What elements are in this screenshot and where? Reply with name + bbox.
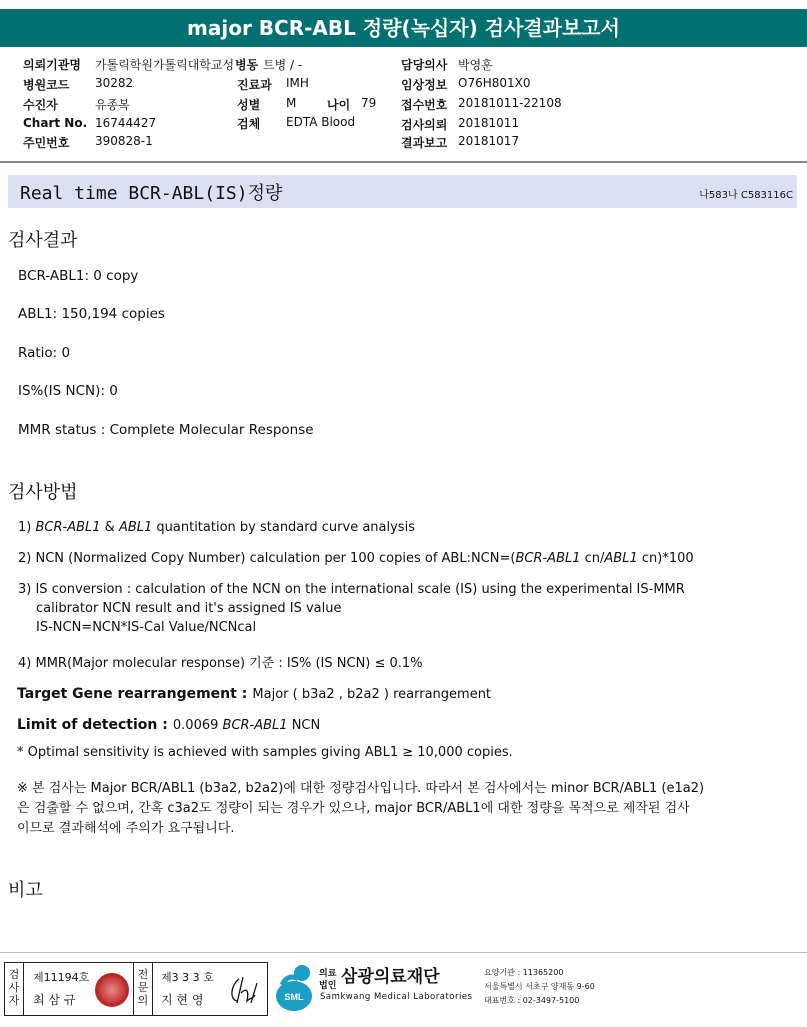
examiner-license: 제11194호 (33, 971, 90, 984)
info-value-doctor: 박영훈 (458, 58, 493, 72)
info-value-specimen: EDTA Blood (286, 115, 356, 129)
org-prefix-bottom: 법인 (319, 981, 337, 991)
section-title: Real time BCR-ABL(IS)정량 (20, 183, 283, 204)
info-label-specimen: 검체 (237, 117, 261, 131)
info-label-patient: 수진자 (23, 98, 58, 112)
step-1-amp: & (100, 520, 119, 535)
lod-label: Limit of detection : (17, 717, 168, 733)
method-step-2 (18, 551, 694, 566)
info-value-resident-no: 390828-1 (95, 134, 153, 148)
gene-bcr-abl1: BCR-ABL1 (35, 520, 101, 535)
target-gene-value: Major ( b3a2 , b2a2 ) rearrangement (252, 687, 492, 702)
specialist-label-char: 전 (137, 968, 149, 981)
info-value-sex: M (286, 96, 297, 110)
limit-of-detection (17, 714, 320, 733)
info-label-age: 나이 (327, 98, 351, 112)
info-label-hospital-code: 병원코드 (23, 78, 70, 92)
method-step-1 (18, 520, 415, 535)
info-value-hospital-code: 30282 (95, 76, 134, 90)
info-label-clinical-info: 임상정보 (401, 78, 448, 92)
lod-number: 0.0069 (172, 718, 223, 733)
remarks-heading: 비고 (8, 880, 43, 901)
gene-bcr-abl1: BCR-ABL1 (515, 551, 581, 566)
specialist-name: 지 현 영 (161, 993, 204, 1007)
signature-box (4, 962, 268, 1016)
info-value-report-date: 20181017 (458, 134, 520, 148)
info-value-patient: 유종복 (95, 98, 130, 112)
examiner-label-char: 자 (8, 994, 20, 1007)
step-2-text: 2) NCN (Normalized Copy Number) calculation per 100 copies of ABL:NCN=( (18, 551, 516, 566)
result-is-percent: IS%(IS NCN): 0 (18, 383, 118, 399)
sml-logo-icon (272, 963, 316, 1013)
info-label-request-date: 검사의뢰 (401, 118, 448, 132)
results-heading: 검사결과 (8, 230, 78, 251)
gene-bcr-abl1: BCR-ABL1 (222, 718, 288, 733)
note-line-2: 은 검출할 수 없으며, 간혹 c3a2도 정량이 되는 경우가 있으나, major BCR/ABL1에 대한 정량을 목적으로 제작된 검사 (17, 801, 690, 816)
org-name: 삼광의료재단 (341, 967, 440, 987)
divider (0, 161, 807, 163)
info-value-age: 79 (361, 96, 377, 110)
examiner-label-char: 사 (8, 981, 20, 994)
method-heading: 검사방법 (8, 482, 78, 503)
specialist-label-char: 문 (137, 981, 149, 994)
result-ratio: Ratio: 0 (18, 345, 71, 361)
info-value-institution: 가톨릭학원가톨릭대학교성 (95, 58, 235, 72)
method-step-4: 4) MMR(Major molecular response) 기준 : IS% (IS NCN) ≤ 0.1% (18, 656, 423, 671)
org-prefix-top: 의료 (319, 969, 337, 979)
signature-icon (223, 969, 263, 1009)
note-line-1: ※ 본 검사는 Major BCR/ABL1 (b3a2, b2a2)에 대한 정량검사입니다. 따라서 본 검사에서는 minor BCR/ABL1 (e1a2) (17, 781, 705, 796)
info-value-dept: IMH (286, 76, 309, 90)
sensitivity-note: * Optimal sensitivity is achieved with samples giving ABL1 ≥ 10,000 copies. (17, 745, 513, 760)
specialist-license: 제3 3 3 호 (161, 971, 214, 984)
result-abl1: ABL1: 150,194 copies (18, 306, 165, 322)
target-gene-label: Target Gene rearrangement : (17, 686, 248, 702)
examiner-label (5, 963, 24, 1015)
specialist-label (133, 963, 153, 1015)
target-gene (17, 683, 491, 702)
info-value-request-date: 20181011 (458, 116, 520, 130)
org-name-en: Samkwang Medical Laboratories (320, 992, 473, 1002)
examiner-name: 최 삼 규 (33, 993, 76, 1007)
step-1-text: quantitation by standard curve analysis (152, 520, 415, 535)
info-value-ward: 트병 / - (263, 58, 303, 72)
info-value-clinical-info: O76H801X0 (458, 76, 531, 90)
result-mmr-status: MMR status : Complete Molecular Response (18, 422, 314, 438)
method-step-3-line-2: calibrator NCN result and it's assigned IS value (36, 601, 342, 616)
note-line-3: 이므로 결과해석에 주의가 요구됩니다. (17, 821, 235, 836)
org-code: 요양기관 : 11365200 (484, 968, 564, 977)
lod-value (173, 718, 320, 733)
info-label-resident-no: 주민번호 (23, 136, 70, 150)
gene-abl1: ABL1 (604, 551, 638, 566)
gene-abl1: ABL1 (118, 520, 153, 535)
section-code: 나583나 C583116C (699, 190, 793, 201)
info-label-receipt-no: 접수번호 (401, 98, 448, 112)
footer-divider (0, 952, 807, 953)
info-label-doctor: 담당의사 (401, 58, 448, 72)
report-title: major BCR-ABL 정량(녹십자) 검사결과보고서 (0, 9, 807, 47)
step-2-mid: cn/ (580, 551, 605, 566)
examiner-label-char: 검 (8, 968, 20, 981)
seal-stamp (95, 973, 129, 1007)
step-2-end: cn)*100 (637, 551, 694, 566)
info-label-sex: 성별 (237, 98, 261, 112)
info-label-institution: 의뢰기관명 (23, 58, 81, 72)
info-value-chart-no: 16744427 (95, 116, 157, 130)
result-bcr-abl1: BCR-ABL1: 0 copy (18, 268, 139, 284)
method-step-3-line-1: 3) IS conversion : calculation of the NCN on the international scale (IS) using the experimental IS-MMR (18, 582, 685, 597)
org-phone: 대표번호 : 02-3497-5100 (484, 996, 580, 1005)
info-label-report-date: 결과보고 (401, 136, 448, 150)
info-label-chart-no: Chart No. (23, 116, 88, 130)
lod-unit: NCN (287, 718, 321, 733)
logo-text: SML (284, 992, 304, 1002)
step-1-number: 1) (18, 520, 36, 535)
info-value-receipt-no: 20181011-22108 (458, 96, 562, 110)
info-label-ward: 병동 (235, 58, 259, 72)
specialist-label-char: 의 (137, 994, 149, 1007)
info-label-dept: 진료과 (237, 78, 272, 92)
section-header (8, 175, 797, 208)
method-step-3-line-3: IS-NCN=NCN*IS-Cal Value/NCNcal (36, 620, 257, 635)
org-address: 서울특별시 서초구 양재동 9-60 (484, 982, 595, 991)
